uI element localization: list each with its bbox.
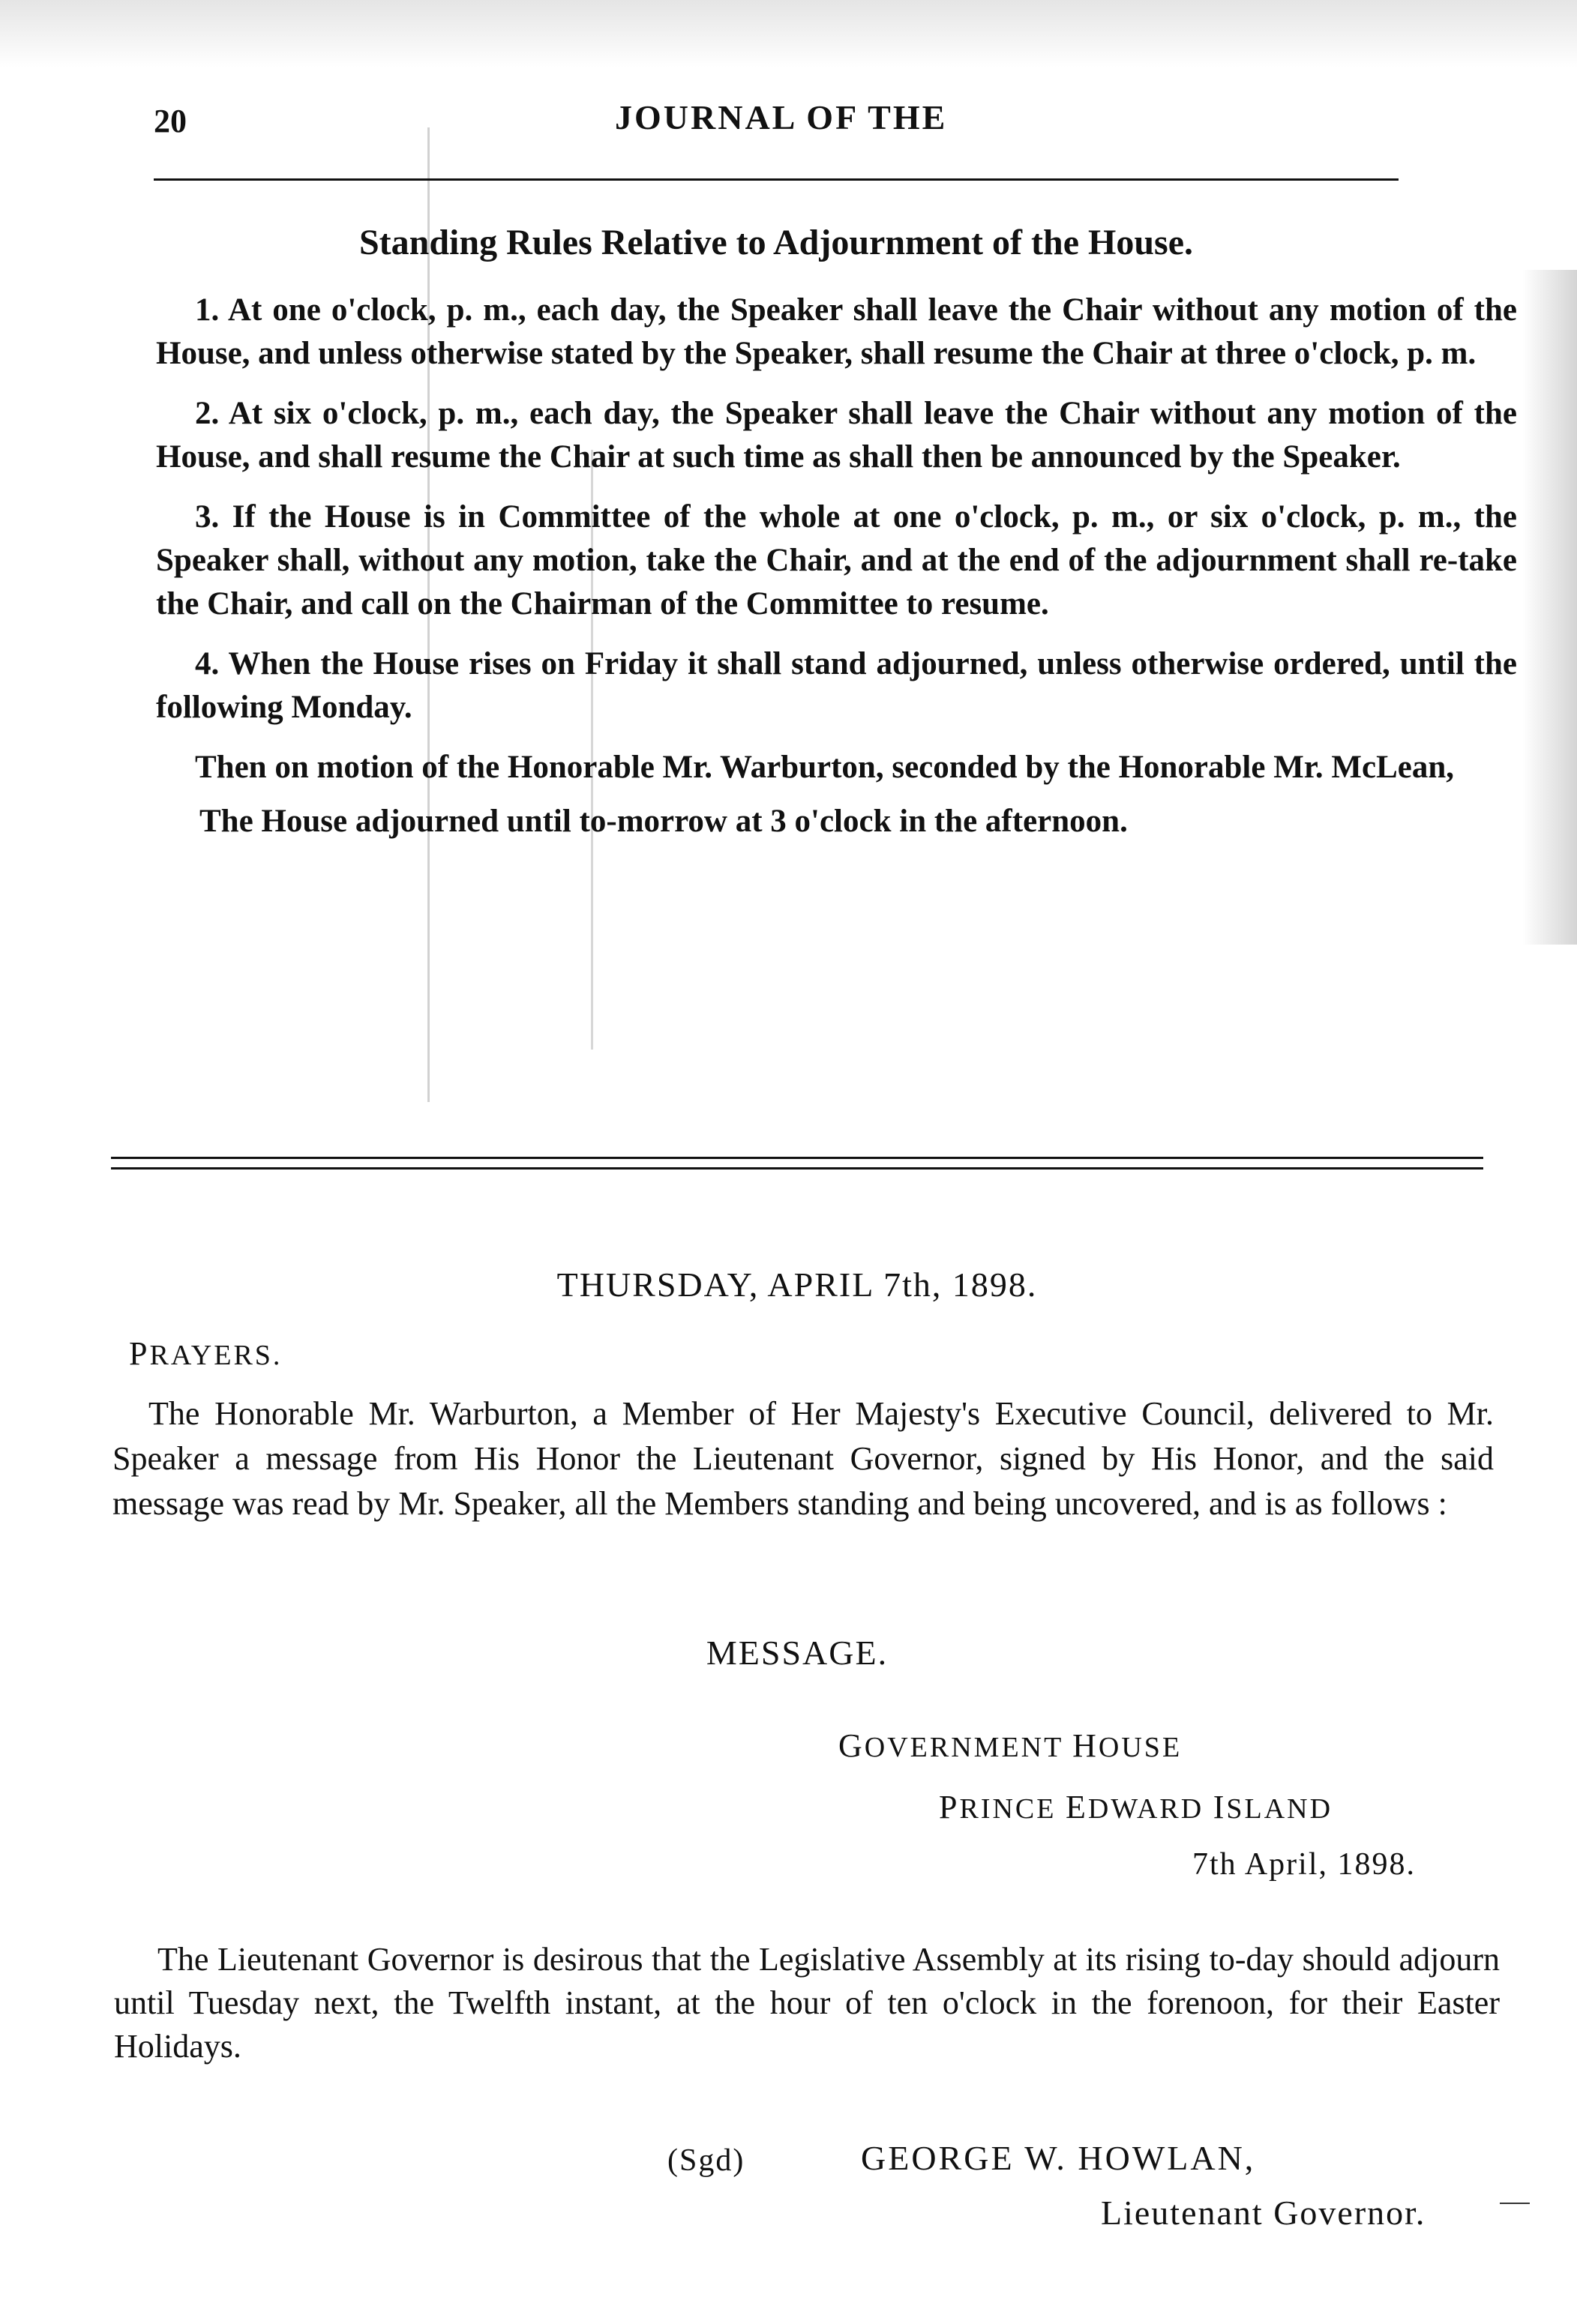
prayers-heading [129,1334,282,1373]
rule-3: 3. If the House is in Committee of the whole at one o'clock, p. m., or six o'clock, p. m., the Speaker shall, without any motion, take the Chair, and at the end of the adjournment shall re-take the Chair, and call on the Chairman of the Committee to resume. [156,499,1517,621]
running-title: JOURNAL OF THE [615,98,948,136]
address-line-province: PRINCE EDWARD ISLAND [939,1789,1333,1825]
message-date: 7th April, 1898. [1192,1847,1417,1882]
prayers-initial: P [129,1335,150,1372]
message-heading: MESSAGE. [706,1634,889,1672]
section-divider-bottom [111,1167,1483,1169]
motion-paragraph: Then on motion of the Honorable Mr. Warburton, seconded by the Honorable Mr. McLean, [195,750,1455,785]
scan-shading-top [0,0,1577,67]
adjournment-line: The House adjourned until to-morrow at 3 o'clock in the afternoon. [199,804,1128,839]
signed-marker: (Sgd) [667,2143,745,2178]
rule-4: 4. When the House rises on Friday it shall stand adjourned, unless otherwise ordered, until the following Monday. [156,646,1517,725]
signer-name: GEORGE W. HOWLAN, [861,2139,1256,2177]
scan-shading-right [1522,270,1577,945]
intro-paragraph: The Honorable Mr. Warburton, a Member of Her Majesty's Executive Council, delivered to Mr. Speaker a message from His Honor the Lieutenant Governor, signed by His Honor, and the said message was read by Mr. Speaker, all the Members standing and being uncovered, and is as follows : [112,1395,1494,1522]
rule-1: 1. At one o'clock, p. m., each day, the Speaker shall leave the Chair without any motion of the House, and unless otherwise stated by the Speaker, shall resume the Chair at three o'clock, p. m. [156,292,1517,371]
page-number: 20 [154,103,187,139]
rule-2: 2. At six o'clock, p. m., each day, the Speaker shall leave the Chair without any motion of the House, and shall resume the Chair at such time as shall then be announced by the Speaker. [156,396,1517,475]
standing-rules-title: Standing Rules Relative to Adjournment of the House. [358,223,1194,262]
prayers-rest: RAYERS. [149,1340,283,1371]
standing-rules-body [156,289,1517,860]
header-rule [154,178,1399,181]
signer-title: Lieutenant Governor. [1101,2194,1426,2232]
trailing-dash [1500,2203,1530,2204]
sitting-date-heading: THURSDAY, APRIL 7th, 1898. [556,1265,1038,1304]
section-divider-top [111,1157,1483,1159]
message-body: The Lieutenant Governor is desirous that the Legislative Assembly at its rising to-day should adjourn until Tuesday next, the Twelfth instant, at the hour of ten o'clock in the forenoon, for their Easter Holidays. [114,1941,1500,2065]
address-line-government-house: GOVERNMENT HOUSE [838,1727,1183,1764]
